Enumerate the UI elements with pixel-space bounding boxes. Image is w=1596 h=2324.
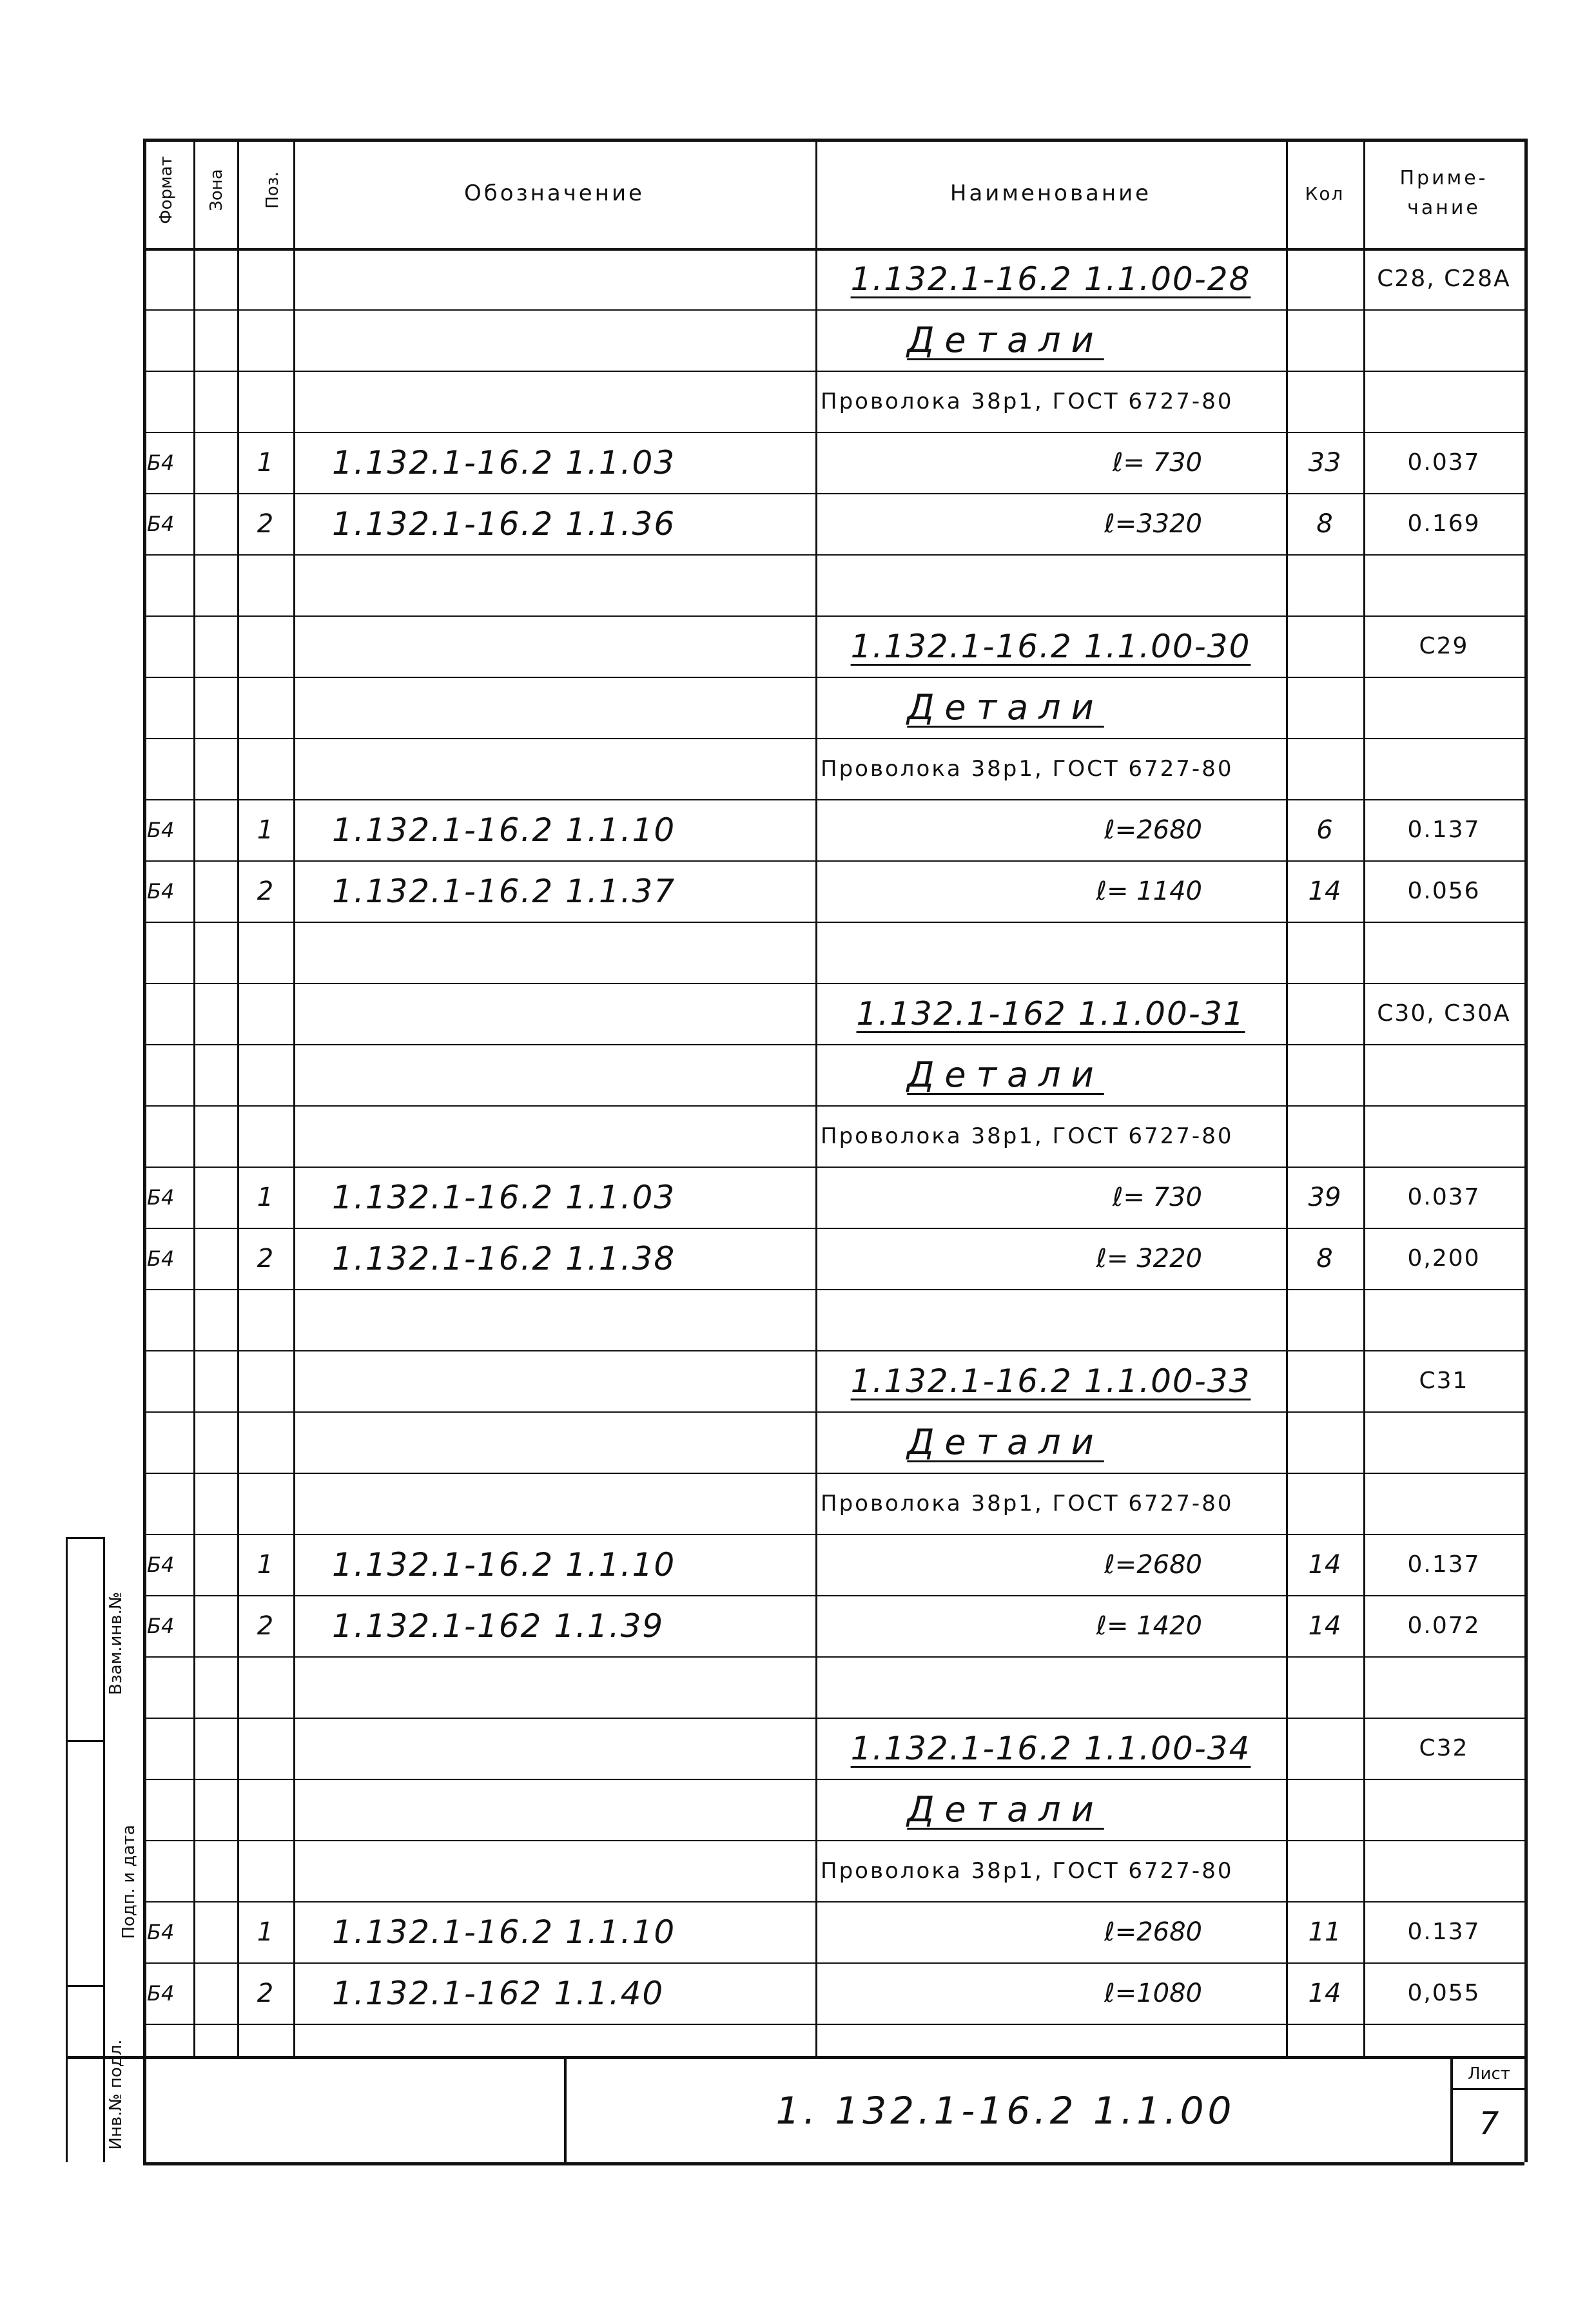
header-designation: Обозначение [464, 180, 645, 206]
h-rule [66, 2056, 1524, 2059]
item-mass: 0.072 [1407, 1612, 1481, 1639]
item-quantity: 33 [1308, 447, 1341, 478]
item-length: ℓ= 730 [1112, 1182, 1202, 1212]
assembly-note: С29 [1419, 633, 1469, 659]
assembly-note: С30, С30А [1377, 1000, 1511, 1027]
item-quantity: 14 [1308, 876, 1341, 906]
item-format: Б4 [147, 817, 175, 842]
v-rule [66, 1537, 68, 2162]
details-heading: Детали [907, 1422, 1104, 1462]
v-rule [293, 139, 295, 2056]
item-quantity: 14 [1308, 1611, 1341, 1641]
item-length: ℓ= 1420 [1096, 1611, 1202, 1641]
item-position: 1 [257, 1549, 274, 1580]
item-mass: 0.037 [1407, 449, 1481, 476]
assembly-designation: 1.132.1-16.2 1.1.00-33 [850, 1362, 1251, 1400]
item-mass: 0.056 [1407, 878, 1481, 904]
item-quantity: 8 [1316, 508, 1333, 539]
item-position: 1 [257, 815, 274, 845]
item-quantity: 11 [1308, 1917, 1341, 1947]
item-position: 1 [257, 1182, 274, 1212]
item-mass: 0.137 [1407, 1551, 1481, 1578]
item-format: Б4 [147, 1185, 175, 1210]
item-position: 2 [257, 508, 274, 539]
assembly-note: С32 [1419, 1735, 1469, 1761]
item-length: ℓ=2680 [1104, 1549, 1202, 1580]
h-rule [66, 1985, 103, 1987]
item-format: Б4 [147, 450, 175, 475]
h-rule [66, 1740, 103, 1742]
item-designation: 1.132.1-16.2 1.1.10 [332, 1913, 676, 1951]
item-length: ℓ= 3220 [1096, 1243, 1202, 1273]
item-designation: 1.132.1-16.2 1.1.38 [332, 1239, 676, 1277]
item-format: Б4 [147, 1980, 175, 2006]
item-quantity: 14 [1308, 1978, 1341, 2008]
item-quantity: 39 [1308, 1182, 1341, 1212]
h-rule [143, 922, 1524, 923]
item-quantity: 8 [1316, 1243, 1333, 1273]
item-designation: 1.132.1-16.2 1.1.10 [332, 811, 676, 849]
details-heading: Детали [907, 687, 1104, 728]
sheet-label: Лист [1468, 2064, 1510, 2084]
item-position: 2 [257, 1611, 274, 1641]
material-spec: Проволока 38р1, ГОСТ 6727-80 [821, 755, 1234, 782]
h-rule [143, 2162, 1524, 2165]
item-length: ℓ= 730 [1112, 447, 1202, 478]
item-length: ℓ=2680 [1104, 815, 1202, 845]
assembly-designation: 1.132.1-16.2 1.1.00-34 [850, 1729, 1251, 1767]
item-designation: 1.132.1-16.2 1.1.03 [332, 1178, 676, 1216]
v-rule [237, 139, 239, 2056]
side-stamp-inv-orig: Инв.№ подл. [106, 2039, 126, 2150]
item-mass: 0,055 [1407, 1980, 1481, 2006]
item-position: 1 [257, 447, 274, 478]
item-format: Б4 [147, 1613, 175, 1638]
side-stamp-replaced-inv: Взам.инв.№ [106, 1592, 126, 1695]
item-length: ℓ= 1140 [1096, 876, 1202, 906]
header-format: Формат [157, 156, 176, 224]
side-stamp-sign-date: Подп. и дата [119, 1825, 139, 1939]
item-length: ℓ=2680 [1104, 1917, 1202, 1947]
item-designation: 1.132.1-16.2 1.1.37 [332, 872, 676, 910]
header-qty: Кол [1305, 182, 1345, 204]
item-position: 1 [257, 1917, 274, 1947]
item-designation: 1.132.1-16.2 1.1.10 [332, 1545, 676, 1583]
item-length: ℓ=1080 [1104, 1978, 1202, 2008]
assembly-designation: 1.132.1-16.2 1.1.00-28 [850, 260, 1251, 298]
item-position: 2 [257, 1978, 274, 2008]
item-position: 2 [257, 1243, 274, 1273]
h-rule [143, 1656, 1524, 1658]
v-rule [193, 139, 195, 2056]
assembly-designation: 1.132.1-16.2 1.1.00-30 [850, 627, 1251, 665]
v-rule [1524, 139, 1528, 2162]
item-mass: 0.169 [1407, 510, 1481, 537]
assembly-note: С31 [1419, 1368, 1469, 1394]
item-format: Б4 [147, 878, 175, 904]
v-rule [143, 139, 146, 2162]
h-rule [66, 1537, 103, 1539]
details-heading: Детали [907, 1789, 1104, 1830]
h-rule [143, 2024, 1524, 2025]
header-name: Наименование [949, 180, 1152, 206]
item-designation: 1.132.1-162 1.1.39 [332, 1607, 665, 1645]
item-format: Б4 [147, 1246, 175, 1271]
material-spec: Проволока 38р1, ГОСТ 6727-80 [821, 1490, 1234, 1516]
header-pos: Поз. [263, 171, 282, 209]
details-heading: Детали [907, 1054, 1104, 1095]
sheet-number: 7 [1479, 2106, 1499, 2142]
item-format: Б4 [147, 511, 175, 536]
item-length: ℓ=3320 [1104, 508, 1202, 539]
h-rule [143, 554, 1524, 556]
header-zone: Зона [207, 169, 226, 211]
item-designation: 1.132.1-16.2 1.1.03 [332, 443, 676, 481]
material-spec: Проволока 38р1, ГОСТ 6727-80 [821, 388, 1234, 414]
item-designation: 1.132.1-16.2 1.1.36 [332, 505, 676, 543]
material-spec: Проволока 38р1, ГОСТ 6727-80 [821, 1123, 1234, 1149]
item-quantity: 14 [1308, 1549, 1341, 1580]
assembly-designation: 1.132.1-162 1.1.00-31 [856, 994, 1245, 1032]
h-rule [143, 1289, 1524, 1290]
item-mass: 0.037 [1407, 1184, 1481, 1210]
item-mass: 0.137 [1407, 817, 1481, 843]
details-heading: Детали [907, 320, 1104, 360]
item-format: Б4 [147, 1552, 175, 1577]
item-designation: 1.132.1-162 1.1.40 [332, 1974, 665, 2012]
item-mass: 0.137 [1407, 1919, 1481, 1945]
material-spec: Проволока 38р1, ГОСТ 6727-80 [821, 1857, 1234, 1884]
assembly-note: С28, С28А [1377, 266, 1511, 292]
item-format: Б4 [147, 1919, 175, 1944]
v-rule [1286, 139, 1288, 2056]
document-code: 1. 132.1-16.2 1.1.00 [775, 2089, 1236, 2133]
header-note: Приме- чание [1399, 167, 1488, 219]
item-mass: 0,200 [1407, 1245, 1481, 1272]
item-quantity: 6 [1316, 815, 1333, 845]
item-position: 2 [257, 876, 274, 906]
